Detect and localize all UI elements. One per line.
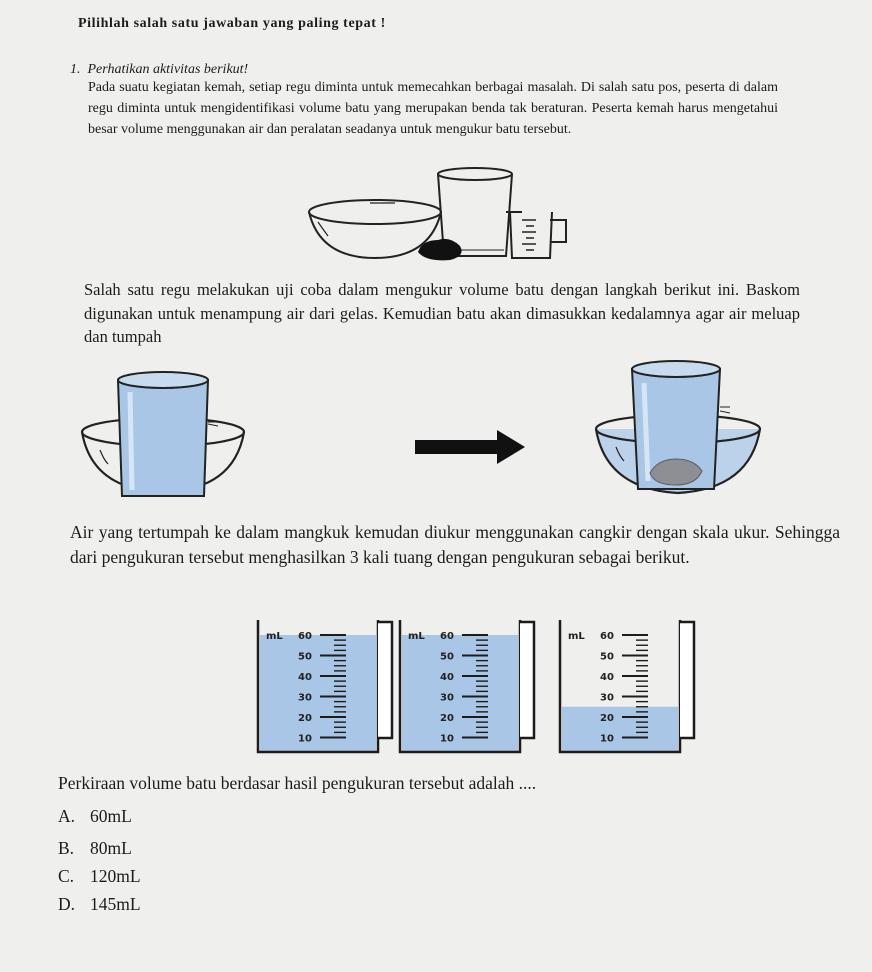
scale-tick-label: 50 — [440, 651, 454, 663]
cup-handle-1 — [378, 622, 392, 738]
measuring-cup-1 — [258, 620, 392, 752]
scale-tick-label: 20 — [440, 713, 454, 724]
option-c-text: 120mL — [90, 866, 141, 886]
scale-tick-label: 20 — [600, 713, 614, 724]
scale-tick-label: 60 — [298, 631, 312, 642]
option-d[interactable] — [58, 894, 141, 915]
paragraph-1: Pada suatu kegiatan kemah, setiap regu diminta untuk memecahkan berbagai masalah. Di salah satu pos, peserta di dalam regu diminta untuk mengidentifikasi volume batu yang merupakan benda tak beraturan. Peserta kemah harus mengetahui besar volume menggunakan air dan peralatan seadanya untuk mengukur batu tersebut. — [88, 80, 778, 137]
option-b-text: 80mL — [90, 838, 132, 858]
scale-tick-label: 40 — [600, 672, 614, 683]
paragraph-2: Salah satu regu melakukan uji coba dalam mengukur volume batu dengan langkah berikut ini. Baskom digunakan untuk menampung air dari gelas. Kemudian batu akan dimasukkan kedalamnya agar air meluap dan tumpah — [84, 280, 800, 346]
scale-tick-label: 30 — [298, 692, 312, 704]
option-a[interactable] — [58, 806, 132, 827]
scale-tick-label: 10 — [440, 733, 454, 745]
instruction-text: Pilihlah salah satu jawaban yang paling tepat ! — [78, 16, 386, 31]
option-a-text: 60mL — [90, 806, 132, 826]
scale-unit-label: mL — [408, 631, 425, 642]
option-d-letter: D. — [58, 894, 76, 914]
option-c-letter: C. — [58, 866, 75, 886]
scale-unit-label: mL — [266, 631, 283, 642]
question-text: Perkiraan volume batu berdasar hasil pengukuran tersebut adalah .... — [58, 773, 537, 793]
scale-tick-label: 20 — [298, 713, 312, 724]
scale-unit-label: mL — [568, 631, 585, 642]
scale-tick-label: 50 — [298, 651, 312, 663]
measuring-cup-2 — [400, 620, 534, 752]
scale-tick-label: 10 — [600, 733, 614, 745]
scale-tick-label: 30 — [440, 692, 454, 704]
scale-tick-label: 30 — [600, 692, 614, 704]
scale-tick-label: 60 — [600, 631, 614, 642]
water-level-3 — [562, 707, 678, 752]
cup-handle-2 — [520, 622, 534, 738]
measuring-cup-3 — [560, 620, 694, 752]
water-level-1 — [260, 635, 376, 752]
lead-in-text: Perhatikan aktivitas berikut! — [87, 62, 249, 77]
option-c[interactable] — [58, 866, 141, 887]
option-b-letter: B. — [58, 838, 75, 858]
scale-tick-label: 60 — [440, 631, 454, 642]
option-a-letter: A. — [58, 806, 76, 826]
paragraph-3: Air yang tertumpah ke dalam mangkuk kemudan diukur menggunakan cangkir dengan skala ukur. Sehingga dari pengukuran tersebut menghasilkan 3 kali tuang dengan pengukuran sebagai berikut. — [70, 522, 840, 567]
scale-tick-label: 40 — [440, 672, 454, 683]
cup-handle-3 — [680, 622, 694, 738]
option-d-text: 145mL — [90, 894, 141, 914]
question-number: 1. — [70, 62, 81, 77]
water-level-2 — [402, 635, 518, 752]
scale-tick-label: 50 — [600, 651, 614, 663]
scale-tick-label: 10 — [298, 733, 312, 745]
option-b[interactable] — [58, 838, 132, 859]
scale-tick-label: 40 — [298, 672, 312, 683]
